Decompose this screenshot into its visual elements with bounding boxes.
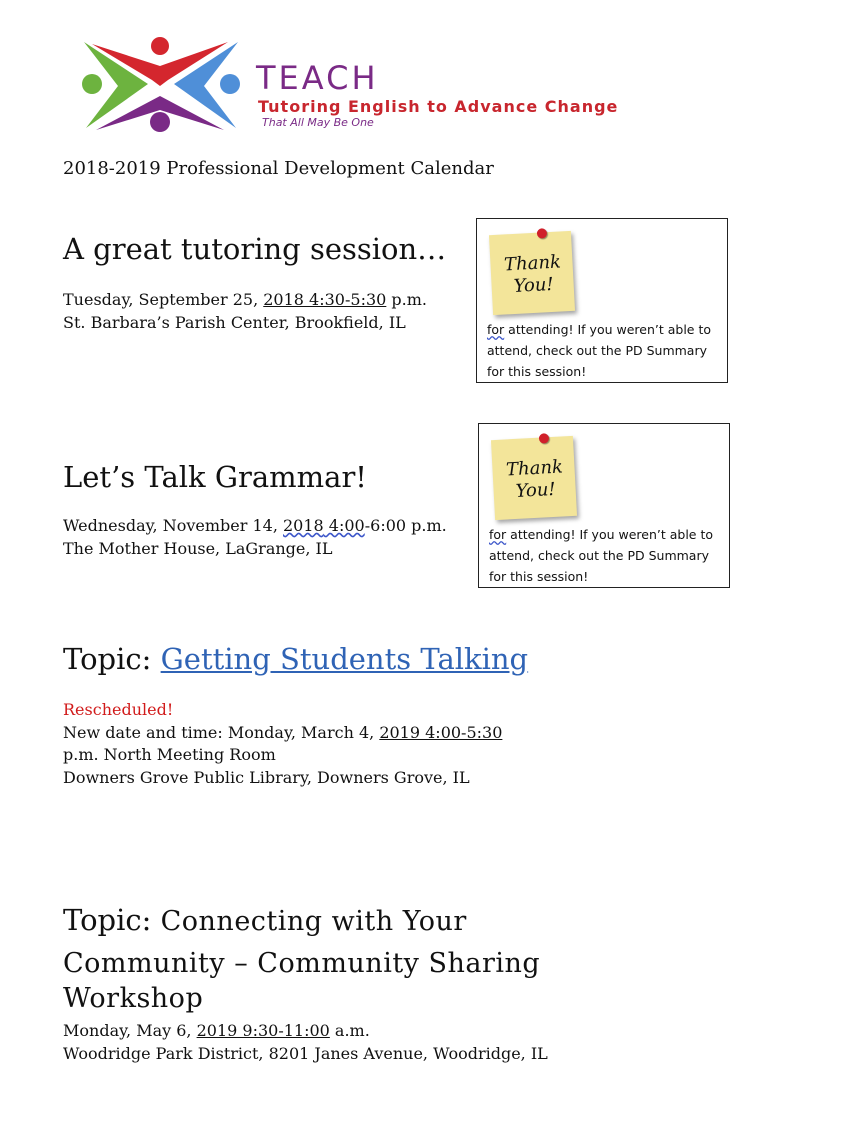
logo-subtitle: Tutoring English to Advance Change [258, 97, 619, 116]
session-1-date: Tuesday, September 25, 2018 4:30-5:30 p.m. [63, 290, 427, 309]
session-3-date-link[interactable]: 2019 4:00-5:30 [379, 723, 503, 742]
thank-you-card [478, 423, 730, 588]
thank-you-message: for attending! If you weren’t able to attend, check out the PD Summary for this session! [487, 322, 712, 379]
thank-you-card [476, 218, 728, 383]
session-2-date: Wednesday, November 14, 2018 4:00-6:00 p.m. [63, 516, 447, 535]
pushpin-icon [539, 433, 550, 444]
session-4-heading-line3: Workshop [63, 983, 204, 1014]
session-4-date-link[interactable]: 2019 9:30-11:00 [196, 1021, 330, 1040]
session-4-date: Monday, May 6, 2019 9:30-11:00 a.m. [63, 1021, 370, 1040]
pushpin-icon [537, 228, 548, 239]
session-2-heading: Let’s Talk Grammar! [63, 460, 367, 494]
logo-title: TEACH [256, 59, 379, 97]
session-3-location: Downers Grove Public Library, Downers Grove, IL [63, 768, 470, 787]
session-2-location: The Mother House, LaGrange, IL [63, 539, 333, 558]
rescheduled-notice: Rescheduled! [63, 700, 174, 719]
sticky-note-icon [491, 436, 577, 520]
session-1-date-link[interactable]: 2018 4:30-5:30 [263, 290, 387, 309]
session-3-room: p.m. North Meeting Room [63, 745, 276, 764]
sticky-note-icon [489, 231, 575, 315]
logo-tagline: That All May Be One [262, 116, 374, 129]
session-4-heading: Topic: Connecting with Your [63, 903, 467, 937]
thank-you-message: for attending! If you weren’t able to attend, check out the PD Summary for this session! [489, 527, 714, 584]
session-3-date: New date and time: Monday, March 4, 2019 4:00-5:30 [63, 723, 503, 742]
session-2-date-year: 2018 [283, 516, 324, 535]
thank-you-note-text: Thank You! [505, 456, 564, 502]
session-4-location: Woodridge Park District, 8201 Janes Avenue, Woodridge, IL [63, 1044, 548, 1063]
session-3-heading: Topic: Getting Students Talking [63, 642, 529, 676]
thank-you-note-text: Thank You! [503, 251, 562, 297]
session-1-location: St. Barbara’s Parish Center, Brookfield, IL [63, 313, 406, 332]
session-1-heading: A great tutoring session… [63, 232, 447, 266]
document-title: 2018-2019 Professional Development Calendar [63, 158, 494, 179]
getting-students-talking-link[interactable]: Getting Students Talking [160, 642, 529, 676]
teach-logo-icon [78, 36, 248, 134]
session-4-heading-line2: Community – Community Sharing [63, 948, 541, 979]
